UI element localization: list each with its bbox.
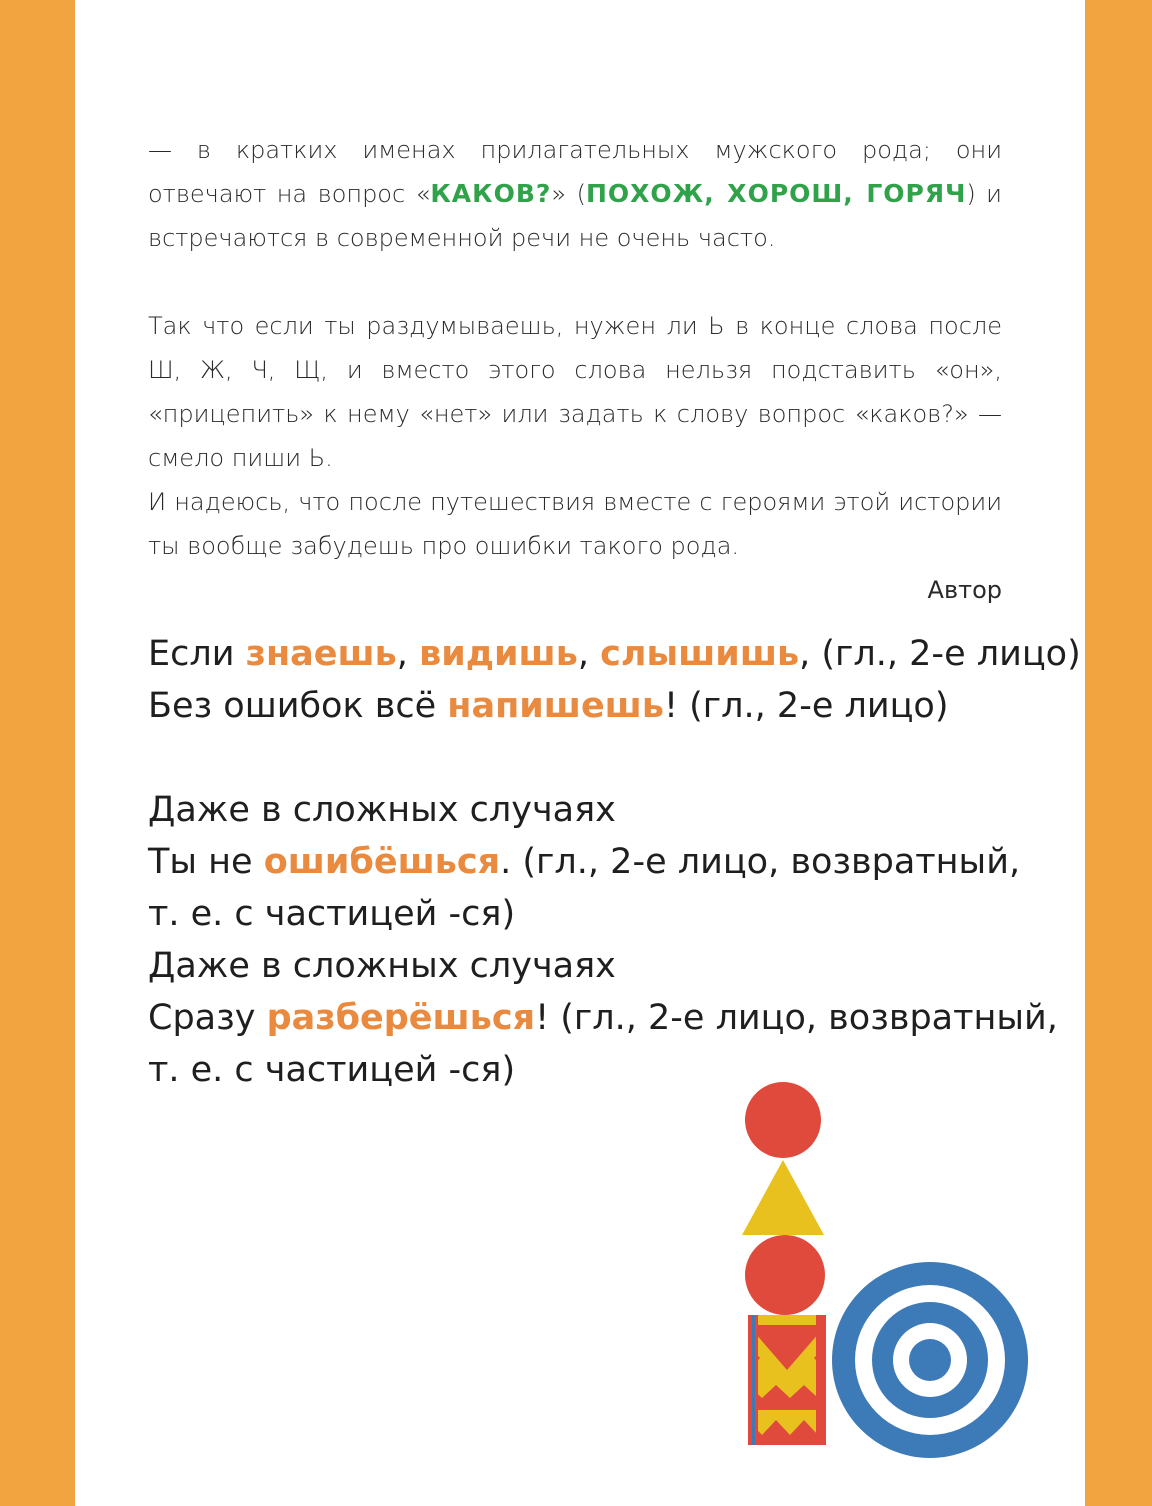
poem-line-4: Ты не ошибёшься. (гл., 2-е лицо, возвратный,	[148, 842, 1021, 882]
verb-highlight: разберёшься	[266, 998, 536, 1038]
target-circle	[832, 1262, 1028, 1458]
red-circle-middle	[745, 1235, 825, 1315]
poem-block	[148, 628, 1081, 1096]
paragraph-2: Так что если ты раздумываешь, нужен ли Ь в конце слова после Ш, Ж, Ч, Щ, и вместо этого слова нельзя подставить «он», «прицепить» к нему «нет» или задать к слову вопрос «каков?» — смело пиши Ь.	[148, 312, 1002, 472]
verb-highlight: слышишь	[600, 634, 800, 674]
poem-line-3: Даже в сложных случаях	[148, 790, 616, 830]
author-signature: Автор	[927, 576, 1002, 604]
highlight-question: КАКОВ?	[430, 179, 552, 208]
zigzag-block	[748, 1315, 826, 1445]
verb-highlight: ошибёшься	[263, 842, 501, 882]
poem-line-5: т. е. с частицей -ся)	[148, 894, 516, 934]
poem-line-2: Без ошибок всё напишешь! (гл., 2-е лицо)	[148, 686, 949, 726]
verb-highlight: напишешь	[447, 686, 664, 726]
poem-line-8: т. е. с частицей -ся)	[148, 1050, 516, 1090]
red-circle-top	[745, 1082, 821, 1158]
yellow-triangle	[742, 1160, 824, 1235]
prose-block	[148, 128, 1002, 612]
decorative-shapes-illustration	[740, 1080, 1040, 1460]
verb-highlight: видишь	[419, 634, 578, 674]
poem-line-7: Сразу разберёшься! (гл., 2-е лицо, возвратный,	[148, 998, 1058, 1038]
verb-highlight: знаешь	[245, 634, 397, 674]
paragraph-1: — в кратких именах прилагательных мужского рода; они отвечают на вопрос «КАКОВ?» (ПОХОЖ, ХОРОШ, ГОРЯЧ) и встречаются в современной речи не очень часто.	[148, 136, 1002, 252]
poem-line-6: Даже в сложных случаях	[148, 946, 616, 986]
poem-line-1: Если знаешь, видишь, слышишь, (гл., 2-е лицо)	[148, 634, 1081, 674]
paragraph-3: И надеюсь, что после путешествия вместе с героями этой истории ты вообще забудешь про ошибки такого рода.	[148, 488, 1002, 560]
highlight-examples: ПОХОЖ, ХОРОШ, ГОРЯЧ	[585, 179, 967, 208]
